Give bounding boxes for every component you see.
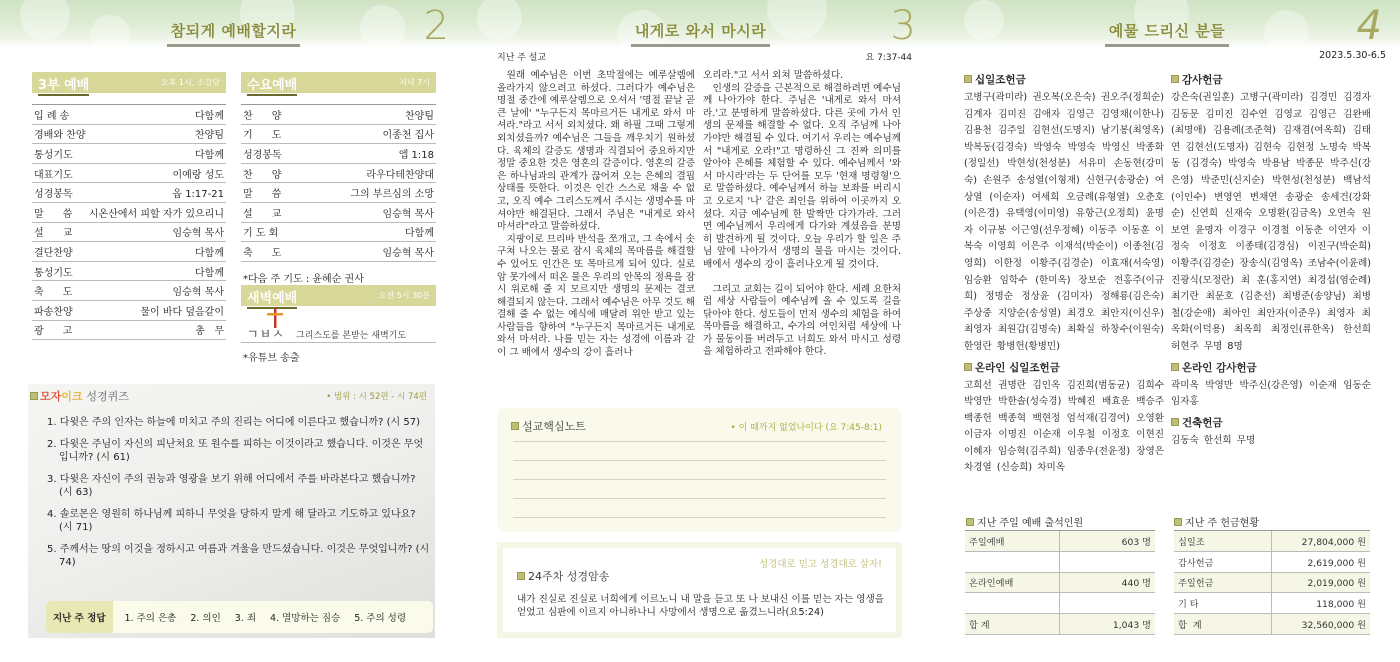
attendance-label <box>965 593 1060 613</box>
wednesday-label: 찬 양 <box>243 110 282 122</box>
offering-row <box>1174 614 1370 635</box>
sermon-paragraph: 원래 예수님은 이번 초막절에는 예루살렘에 올라가지 않으려고 하셨다. 그러다가 예수님은 명절 중간에 예루살렘으로 오셔서 '명절 끝날 곧 큰 날에' "누구든지 목마르거든 내게로 와서 마셔라."라고 서서 외치셨다. 왜 하필 그때 그렇게 외치셨을까? 예수님은 그들을 깨우치기 원하셨다. 육체의 갈증도 생명과 직결되어 중요하지만 정말 중요한 것은 영혼의 갈증이다. 영혼의 갈증은 하나님과의 관계가 끊어져 오는 은혜의 결핍 상태를 뜻한다. 이것은 인간 스스로 채울 수 없고, 오직 예수 그리스도께서 주시는 생명수를 마셔야만 해결된다. 그래서 주님은 "내게로 와서 마셔라"라고 말씀하셨다. <box>497 70 695 233</box>
offering-summary-title: 지난 주 헌금현황 <box>1174 514 1259 529</box>
wednesday-time: 저녁 7시 <box>399 78 430 87</box>
offering-label: 감사헌금 <box>1174 552 1272 572</box>
quiz-question: 5. 주께서는 땅의 이것을 정하시고 여름과 겨울을 만드셨습니다. 이것은 무엇입니까? (시 74) <box>47 544 430 568</box>
service3-label: 대표기도 <box>34 169 73 181</box>
service3-label: 파송찬양 <box>34 306 73 318</box>
wednesday-row <box>241 223 436 243</box>
wednesday-value: 다함께 <box>405 228 434 240</box>
thanks-title: 감사헌금 <box>1171 72 1371 87</box>
page-number: 3 <box>890 3 916 49</box>
wednesday-label: 말 씀 <box>243 189 282 201</box>
wednesday-value: 임승혁 목사 <box>382 247 434 259</box>
wednesday-value: 이종천 집사 <box>382 130 434 142</box>
service3-row <box>32 281 226 301</box>
wednesday-label: 설 교 <box>243 208 282 220</box>
service3-label: 결단찬양 <box>34 247 73 259</box>
note-line[interactable] <box>513 479 886 480</box>
next-prayer-note: *다음 주 기도 : 윤혜순 권사 <box>243 274 364 285</box>
wednesday-label: 축 도 <box>243 247 282 259</box>
offering-label: 합 계 <box>1174 614 1272 634</box>
last-week-answers <box>46 601 433 633</box>
attendance-row <box>965 531 1155 552</box>
service3-value: 다함께 <box>195 110 224 122</box>
youtube-note: *유튜브 송출 <box>243 353 300 364</box>
service3-value: 다함께 <box>195 267 224 279</box>
service3-title: 3부 예배 <box>38 74 89 96</box>
service3-row <box>32 105 226 125</box>
service3-row <box>32 164 226 184</box>
sermon-paragraph: 인생의 갈증을 근본적으로 해결하려면 예수님께 나아가야 한다. 주님은 '내게로 와서 마셔라.'고 분명하게 말씀하셨다. 다른 곳에 가서 인생의 문제를 해결할 수 없다. 오직 주님께 나아가야만 해결될 수 있다. 여기서 우리는 예수님께서 "내게로 오라!"고 명령하신 그 진짜 의미를 알아야 은혜를 체험할 수 있다. 예수님께서 '와서 마시라'라는 두 단어를 모두 '현재 명령형'으로 말씀하셨다. 예수님께서 하늘 보좌를 버리시고 오로지 '나' 같은 죄인을 위하여 이곳까지 오셨다. 지금 예수님께 한 발짝만 다가가라. 그러면 예수님께서 우리에게 다가와 계셨음을 분명히 발견하게 될 것이다. 오늘 우리가 할 일은 주님 앞에 나아가서 생명의 물을 마시는 것이다. 배에서 생수의 강이 흘러나오게 될 것이다. <box>703 82 901 270</box>
tithe-names: 고병구(곽미라) 권오복(오은숙) 권오주(정희순) 김계자 김미진 김애자 김영근 김영채(이한나) 김용천 김주일 김현선(도명지) 남기봉(최영옥) 박복동(김경숙) 박영숙 박영숙 박영신 박종화 (정일선) 박현성(천성분) 서유미 손동현(강미숙) 손원주 송성열(이형재) 신현구(송광순) 여상열 (이순자) 여세희 오금례(유형열) 오춘호(이은경) 유택영(이미영) 유항근(오정희) 윤명자 이규봉 이근영(선우정혜) 이동주 이동훈 이복숙 이영희 이은주 이재석(박순이) 이종천(김영희) 이한정 이황주(김경순) 이효재(서숙영) 임승환 임학수 (한미옥) 장보순 전홍주(이규희) 정명순 정상윤 (김미자) 정해룡(김은숙) 주상중 지양순(송성열) 최경오 최안지(이신우) 최영자 최원갑(김명숙) 최확실 하창수(이원숙) 한영란 황병헌(황병민) <box>964 92 1164 352</box>
bullet-square-icon <box>1171 363 1179 371</box>
wednesday-label: 성경봉독 <box>243 149 282 161</box>
service3-value: 옵 1:17-21 <box>172 189 224 201</box>
memory-verse: 내가 진실로 진실로 너희에게 이르노니 내 말을 듣고 또 나 보내신 이를 믿는 자는 영생을 얻었고 심판에 이르지 아니하나니 사망에서 생명으로 옮겼느니라(요5:24) <box>517 594 885 618</box>
memory-verse-box <box>497 542 902 638</box>
note-line[interactable] <box>513 441 886 442</box>
bullet-square-icon <box>1171 418 1179 426</box>
wednesday-title: 수요예배 <box>247 74 297 96</box>
attendance-value: 440 명 <box>1060 575 1155 589</box>
bullet-square-icon <box>30 392 38 400</box>
sermon-column-2 <box>703 70 901 359</box>
online-thanks-title: 온라인 감사헌금 <box>1171 360 1371 375</box>
sermon-label: 지난 주 설교 <box>497 53 547 63</box>
dawn-title: 새벽예배 <box>247 287 297 309</box>
offering-row <box>1174 573 1370 594</box>
attendance-label: 합 계 <box>965 614 1060 634</box>
wednesday-row <box>241 105 436 125</box>
service3-value: 다함께 <box>195 149 224 161</box>
offering-label: 주일헌금 <box>1174 573 1272 593</box>
attendance-label: 온라인예배 <box>965 573 1060 593</box>
service3-row <box>32 242 226 262</box>
offering-value: 32,560,000 원 <box>1301 620 1366 632</box>
note-line[interactable] <box>513 517 886 518</box>
wednesday-label: 기 도 <box>243 130 282 142</box>
online-thanks-names: 곽미옥 박영만 박주신(강은영) 이순재 임동순 임자홍 <box>1171 379 1371 408</box>
service3-row <box>32 321 226 341</box>
page-number: 4 <box>1356 3 1382 49</box>
answer: 5. 주의 성령 <box>354 613 407 624</box>
offering-label: 기 타 <box>1174 593 1272 613</box>
online-tithe-names: 고희선 권명란 김인옥 김진희(범동균) 김희수 박영만 박한솔(성숙경) 박혜진 배효운 백승주 백종헌 백종혁 백현정 엄석재(김경여) 오영환 이금자 이명진 이순재 이우철 이정호 이현진 이혜자 임승혁(김주희) 임종우(전윤정) 장영은 차경열 (신승희) 차미옥 <box>964 379 1164 474</box>
quiz-question: 3. 다윗은 자신이 주의 권능과 영광을 보기 위해 어디에서 주를 바라본다고 했습니까? (시 63) <box>47 474 416 498</box>
sermon-paragraph: 지팡이로 므리바 반석을 쪼개고, 그 속에서 솟구쳐 나오는 물로 잠시 육체의 목마름을 해결할 수 있어도 인간은 또 목마르게 되어 있다. 실로암 못가에서 떠온 물은 우리의 안목의 정욕을 잠시 위로해 줄 지 모르지만 생명의 문제는 결코 해결되지 않는다. 그래서 예수님은 아무 것도 해결해 줄 수 없는 예식에 매달려 위안 받고 있는 사람들을 향하여 "누구든지 목마르거든 내게로 와서 마셔라. 나를 믿는 자는 성경에 이름과 같이 그 배에서 생수의 강이 흘러나 <box>497 233 695 359</box>
service3-row <box>32 125 226 145</box>
offering-label: 십일조 <box>1174 531 1272 551</box>
wednesday-value: 임승혁 목사 <box>382 208 434 220</box>
wednesday-order-table <box>241 104 436 262</box>
service3-value: 다함께 <box>195 247 224 259</box>
bullet-square-icon <box>517 572 525 580</box>
attendance-label <box>965 552 1060 572</box>
service3-value: 찬양팀 <box>195 130 224 142</box>
bullet-square-icon <box>964 75 972 83</box>
dawn-logo-mark: ㄱㅂㅅ <box>247 327 285 341</box>
dawn-logo-text: 그리스도를 본받는 새벽기도 <box>296 331 407 341</box>
answer: 4. 멸망하는 짐승 <box>270 613 341 624</box>
offering-right-column <box>1171 68 1371 449</box>
service3-value: 총 무 <box>195 326 224 338</box>
offering-value: 2,619,000 원 <box>1307 557 1366 569</box>
wednesday-value: 그의 부르심의 소망 <box>350 189 434 201</box>
sermon-paragraph: 오리라."고 서서 외쳐 말씀하셨다. <box>703 70 844 81</box>
service3-label: 성경봉독 <box>34 189 73 201</box>
page-title: 내게로 와서 마시라 <box>467 20 934 47</box>
note-line[interactable] <box>513 460 886 461</box>
quiz-question: 4. 솔로몬은 영원히 하나님께 피하니 무엇을 당하지 말게 해 달라고 기도하고 있나요? (시 71) <box>47 509 416 533</box>
answer: 1. 주의 은총 <box>124 613 177 624</box>
notes-reference: • 이 때까지 없었나이다 (요 7:45-8:1) <box>730 423 882 433</box>
sermon-paragraph: 그리고 교회는 길이 되어야 한다. 세례 요한처럼 세상 사람들이 예수님께 올 수 있도록 길을 닦아야 한다. 성도들이 먼저 생수의 체험을 하여 목마름을 해결하고, 수가의 여인처럼 세상에 나가 물동이를 버려두고 너희도 와서 마시고 성령을 체험하라고 전파해야 한다. <box>703 283 901 358</box>
bullet-square-icon <box>1174 518 1182 526</box>
dawn-header <box>241 285 436 306</box>
bullet-square-icon <box>511 422 519 430</box>
service3-label: 설 교 <box>34 228 73 240</box>
service3-label: 입 례 송 <box>34 110 70 122</box>
wednesday-label: 기 도 회 <box>243 228 279 240</box>
service3-value: 물이 바다 덮음같이 <box>140 306 224 318</box>
wednesday-row <box>241 125 436 145</box>
quiz-title: 모자이크 성경퀴즈 <box>30 388 129 404</box>
wednesday-value: 라우다테찬양대 <box>366 169 434 181</box>
service3-value: 임승혁 목사 <box>172 287 224 299</box>
quiz-questions <box>47 416 432 578</box>
sermon-reference: 요 7:37-44 <box>865 53 912 63</box>
offering-row <box>1174 552 1370 573</box>
dawn-time: 오전 5시 30분 <box>378 291 430 300</box>
note-line[interactable] <box>513 498 886 499</box>
bible-quiz <box>28 384 435 638</box>
page-4 <box>934 0 1400 662</box>
offering-summary-table <box>1174 530 1370 635</box>
bullet-square-icon <box>1171 75 1179 83</box>
attendance-label: 주일예배 <box>965 531 1060 551</box>
page-number: 2 <box>423 3 449 49</box>
sermon-column-1 <box>497 70 695 360</box>
answer: 2. 의인 <box>190 613 221 624</box>
offering-value: 118,000 원 <box>1316 599 1366 611</box>
quiz-range: • 범위 : 시 52편 - 시 74편 <box>326 392 427 402</box>
memory-slogan: 성경대로 믿고 성경대로 살자! <box>759 559 882 570</box>
dawn-prayer-logo <box>241 306 436 343</box>
service3-row <box>32 144 226 164</box>
offering-date-range: 2023.5.30-6.5 <box>1319 50 1386 61</box>
wednesday-header <box>241 72 436 93</box>
service3-row <box>32 301 226 321</box>
quiz-question: 1. 다윗은 주의 인자는 하늘에 미치고 주의 진리는 어디에 이른다고 했습니까? (시 57) <box>47 417 420 428</box>
page-3 <box>467 0 934 662</box>
service3-label: 경배와 찬양 <box>34 130 86 142</box>
page-title: 예물 드리신 분들 <box>934 20 1400 47</box>
offering-row <box>1174 531 1370 552</box>
service3-row <box>32 203 226 223</box>
answer: 3. 죄 <box>234 613 257 624</box>
wednesday-row <box>241 203 436 223</box>
quiz-question: 2. 다윗은 주님이 자신의 피난처요 또 원수를 피하는 이것이라고 했습니다. 이것은 무엇입니까? (시 61) <box>47 439 424 463</box>
wednesday-row <box>241 164 436 184</box>
offering-left-column <box>964 68 1164 477</box>
attendance-row <box>965 593 1155 614</box>
tithe-title: 십일조헌금 <box>964 72 1164 87</box>
service3-value: 이예랑 성도 <box>172 169 224 181</box>
building-title: 건축헌금 <box>1171 415 1371 430</box>
building-names: 김동숙 한선희 무명 <box>1171 434 1256 446</box>
attendance-row <box>965 552 1155 573</box>
online-tithe-title: 온라인 십일조헌금 <box>964 360 1164 375</box>
service3-value: 임승혁 목사 <box>172 228 224 240</box>
wednesday-row <box>241 144 436 164</box>
service3-label: 말 씀 <box>34 208 73 220</box>
wednesday-row <box>241 183 436 203</box>
wednesday-value: 엡 1:18 <box>398 149 434 161</box>
service3-label: 통성기도 <box>34 149 73 161</box>
answers-label: 지난 주 정답 <box>46 601 113 633</box>
service3-value: 시온산에서 피할 자가 있으리니 <box>88 208 224 220</box>
wednesday-label: 찬 양 <box>243 169 282 181</box>
service3-order-table <box>32 104 226 340</box>
service3-header <box>32 72 226 93</box>
offering-value: 27,804,000 원 <box>1301 536 1366 548</box>
service3-row <box>32 223 226 243</box>
service3-row <box>32 183 226 203</box>
service3-label: 광 고 <box>34 326 73 338</box>
bullet-square-icon <box>966 518 974 526</box>
attendance-row <box>965 573 1155 594</box>
thanks-names: 강은숙(권일훈) 고병구(곽미라) 김경민 김경자 김동문 김미진 김수연 김영교 김영근 김완배 (최명애) 김용례(조준혁) 김재겸(여옥희) 김태연 김현선(도명자) 김현숙 김현정 노명숙 박복동 (김경숙) 박영숙 박용남 박종문 박주신(강은영) 박준민(신지순) 박현성(천성분) 백남석(이인수) 변영연 변채연 송광순 송세건(강화순) 신연희 신재숙 오명환(김금옥) 오연숙 원보연 윤명자 이경구 이경철 이동춘 이연자 이정숙 이정호 이종태(김경심) 이진구(박순희) 이황주(김경순) 장송식(김영옥) 조남수(이윤례) 진광식(모정란) 최 훈(홍지연) 최경섭(염순례) 최기란 최문호 (김춘선) 최병준(송양님) 최병철(강순애) 최아인 최안자(이준우) 최영자 최옥화(이덕용) 최옥희 최정인(류한옥) 한선희 허현주 무명 8명 <box>1171 92 1371 352</box>
service3-row <box>32 262 226 282</box>
service3-time: 오후 1시, 소강당 <box>160 78 220 87</box>
wednesday-value: 찬양팀 <box>405 110 434 122</box>
attendance-value: 1,043 명 <box>1060 617 1155 631</box>
offering-row <box>1174 593 1370 614</box>
page-title: 참되게 예배할지라 <box>0 20 467 47</box>
notes-title: 설교핵심노트 <box>511 418 586 434</box>
bullet-square-icon <box>964 363 972 371</box>
service3-label: 통성기도 <box>34 267 73 279</box>
attendance-value: 603 명 <box>1060 534 1155 548</box>
memory-title: 24주차 성경암송 <box>517 568 609 584</box>
offering-value: 2,019,000 원 <box>1307 578 1366 590</box>
attendance-table <box>965 530 1155 635</box>
attendance-title: 지난 주일 예배 출석인원 <box>966 514 1083 529</box>
attendance-row <box>965 614 1155 635</box>
wednesday-row <box>241 242 436 262</box>
service3-label: 축 도 <box>34 287 73 299</box>
page-2 <box>0 0 467 662</box>
sermon-notes-box <box>497 408 902 532</box>
